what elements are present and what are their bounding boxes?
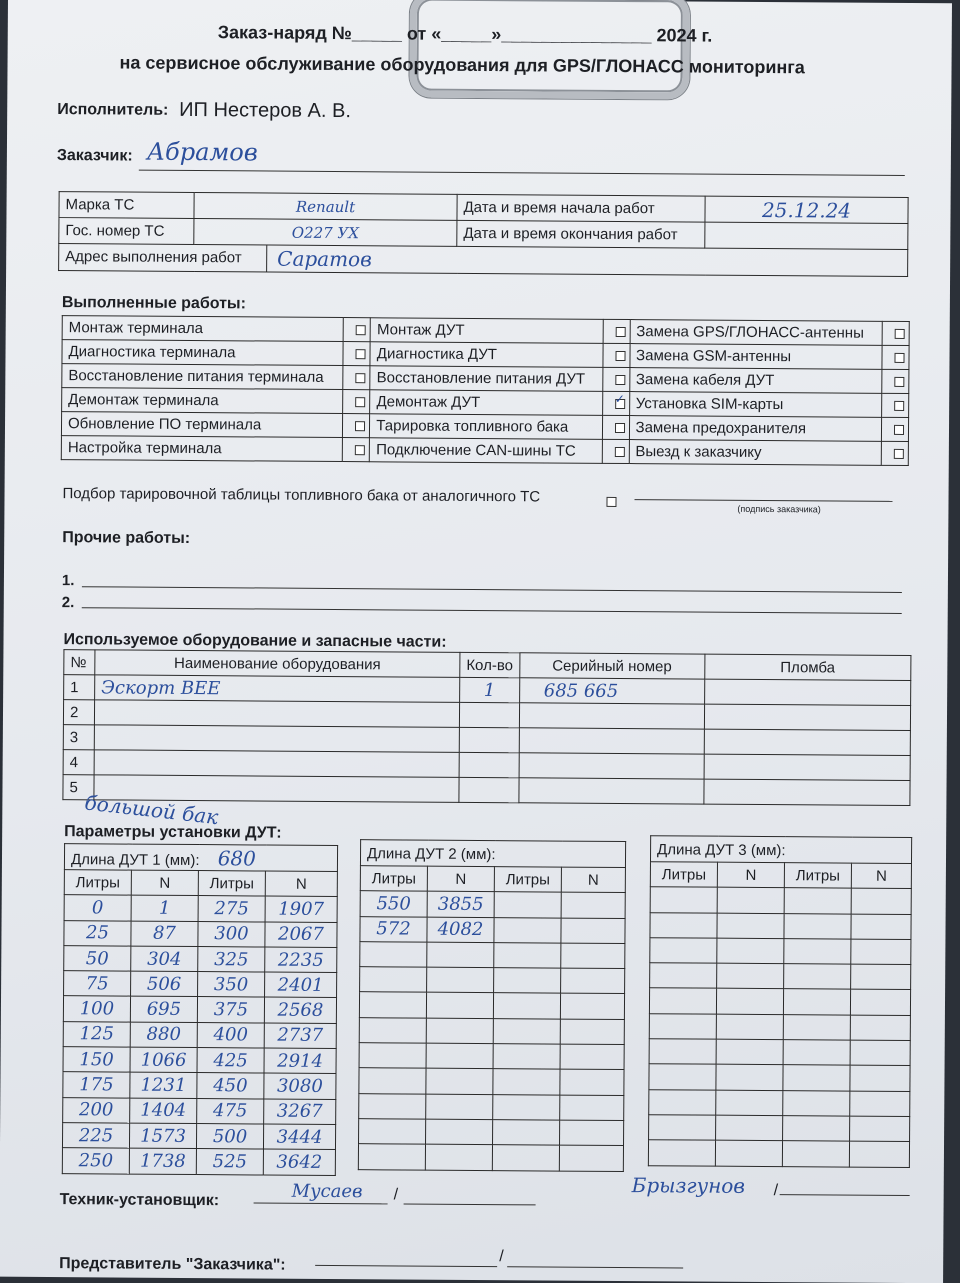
dut2-n[interactable] [425, 1144, 492, 1170]
dut2-n[interactable] [559, 1145, 623, 1171]
representative-label: Представитель "Заказчика": [59, 1255, 286, 1275]
work-item-label: Диагностика ДУТ [370, 342, 602, 368]
vehicle-brand-value[interactable]: Renault [194, 193, 457, 221]
work-item-label: Демонтаж ДУТ [370, 390, 602, 416]
work-item-label: Восстановление питания ДУТ [370, 366, 602, 392]
work-end-value[interactable] [705, 222, 908, 249]
table-row [360, 916, 625, 943]
dut1-n[interactable]: 1907 [265, 896, 337, 922]
dut2-liters[interactable] [493, 993, 560, 1019]
dut1-n[interactable]: 695 [130, 997, 197, 1023]
dut1-n[interactable]: 506 [131, 971, 198, 997]
equipment-title: Используемое оборудование и запасные части: [63, 631, 446, 652]
dut3-col-header: N [717, 862, 784, 888]
order-subtitle: на сервисное обслуживание оборудования для GPS/ГЛОНАСС мониторинга [119, 52, 804, 78]
dut-note[interactable]: большой бак [83, 790, 219, 829]
table-row [62, 1123, 335, 1150]
work-checkbox[interactable] [355, 445, 365, 455]
work-checkbox[interactable] [355, 397, 365, 407]
equipment-header-cell: № [64, 650, 95, 675]
customer-label: Заказчик: [57, 147, 133, 166]
other-work-number: 1. [62, 572, 75, 589]
work-item-label: Обновление ПО терминала [61, 412, 342, 438]
dut3-length-label: Длина ДУТ 3 (мм): [657, 841, 786, 859]
dut1-n[interactable]: 2914 [264, 1048, 336, 1074]
dut2-liters[interactable] [359, 1043, 426, 1069]
dut1-liters[interactable]: 275 [198, 896, 265, 922]
dut3-liters[interactable] [650, 887, 717, 913]
equipment-seal[interactable] [704, 779, 911, 805]
equipment-name[interactable]: Эскорт ВЕЕ [95, 675, 460, 703]
dut3-liters[interactable] [782, 1141, 849, 1167]
dut2-n[interactable] [427, 942, 494, 968]
equipment-header-cell: Пломба [704, 654, 911, 680]
equipment-name[interactable] [94, 750, 459, 778]
dut1-n[interactable]: 1573 [129, 1123, 196, 1149]
dut3-n[interactable] [851, 914, 911, 940]
dut1-liters[interactable]: 425 [197, 1048, 264, 1074]
equipment-serial[interactable]: 685 665 [519, 678, 704, 704]
equipment-header-cell: Наименование оборудования [95, 650, 460, 678]
table-row [359, 992, 624, 1019]
dut2-n[interactable] [426, 1119, 493, 1145]
table-row [649, 1064, 910, 1091]
dut2-liters[interactable] [493, 1069, 560, 1095]
dut3-liters[interactable] [784, 913, 851, 939]
works-title: Выполненные работы: [62, 294, 246, 313]
dut1-liters[interactable]: 25 [64, 920, 131, 946]
table-row [64, 920, 337, 947]
dut1-liters[interactable]: 350 [198, 972, 265, 998]
dut2-col-header: Литры [360, 866, 427, 892]
dut3-n[interactable] [850, 1040, 910, 1066]
dut2-liters[interactable] [492, 1145, 559, 1171]
customer-signature-line[interactable] [635, 499, 893, 502]
dut3-liters[interactable] [783, 1090, 850, 1116]
dut2-liters[interactable] [494, 892, 561, 918]
dut2-n[interactable] [560, 1069, 624, 1095]
dut2-n[interactable] [560, 994, 624, 1020]
dut2-liters[interactable] [493, 1044, 560, 1070]
dut1-liters[interactable]: 475 [197, 1098, 264, 1124]
dut1-col-header: N [131, 870, 198, 896]
table-row [64, 946, 337, 973]
dut3-n[interactable] [850, 1015, 910, 1041]
equipment-row-number: 3 [63, 725, 94, 750]
dut1-liters[interactable]: 500 [196, 1124, 263, 1150]
table-row [649, 1115, 910, 1142]
work-checkbox[interactable] [615, 351, 625, 361]
dut1-liters[interactable]: 175 [63, 1072, 130, 1098]
dut2-n[interactable] [561, 918, 625, 944]
representative-signature-line[interactable] [315, 1265, 497, 1267]
calibration-checkbox[interactable] [606, 497, 616, 507]
dut2-n[interactable]: 4082 [427, 917, 494, 943]
signature-separator: / [394, 1186, 399, 1204]
dut1-liters[interactable]: 50 [64, 946, 131, 972]
work-checkbox[interactable] [356, 373, 366, 383]
dut1-length-label: Длина ДУТ 1 (мм): [71, 851, 200, 869]
dut2-liters[interactable] [494, 943, 561, 969]
dut2-n[interactable] [426, 1094, 493, 1120]
dut1-rows [62, 895, 337, 1175]
dut1-n[interactable]: 3267 [264, 1099, 336, 1125]
dut3-table [648, 835, 912, 1167]
table-row [359, 1093, 624, 1120]
work-item-label: Установка SIM-карты [629, 392, 882, 418]
table-row [650, 912, 911, 939]
table-row [648, 1140, 909, 1167]
dut2-col-header: N [561, 867, 625, 893]
clipboard-clip [409, 0, 690, 99]
equipment-table [62, 649, 911, 806]
table-row [63, 1072, 336, 1099]
second-signature-line[interactable] [780, 1194, 910, 1196]
representative-signature-line-2[interactable] [507, 1266, 683, 1268]
dut3-n[interactable] [717, 963, 784, 989]
dut2-liters[interactable] [493, 1018, 560, 1044]
work-checkbox[interactable] [356, 325, 366, 335]
table-row [359, 1119, 624, 1146]
work-checkbox[interactable] [894, 353, 904, 363]
equipment-serial[interactable] [519, 753, 704, 779]
dut2-n[interactable] [426, 993, 493, 1019]
work-item-label: Восстановление питания терминала [62, 364, 343, 390]
dut3-n[interactable] [716, 1115, 783, 1141]
dut3-liters[interactable] [649, 1039, 716, 1065]
customer-line [139, 170, 905, 176]
dut2-n[interactable] [561, 943, 625, 969]
table-row [359, 1043, 624, 1070]
dut2-n[interactable]: 3855 [427, 891, 494, 917]
dut1-liters[interactable]: 375 [197, 997, 264, 1023]
dut2-col-header: Литры [494, 867, 561, 893]
work-item-label: Демонтаж терминала [62, 388, 343, 414]
work-item-label: Выезд к заказчику [629, 440, 882, 466]
dut3-liters[interactable] [650, 963, 717, 989]
dut2-liters[interactable]: 572 [360, 916, 427, 942]
table-row [63, 996, 336, 1023]
dut3-n[interactable] [716, 1090, 783, 1116]
second-signer-name[interactable]: Брызгунов [632, 1173, 745, 1198]
equipment-row-number: 1 [64, 675, 95, 700]
dut1-n[interactable]: 304 [131, 946, 198, 972]
dut2-liters[interactable] [360, 967, 427, 993]
work-start-value[interactable]: 25.12.24 [705, 196, 908, 223]
work-checkbox[interactable] [894, 449, 904, 459]
technician-signature-line[interactable] [254, 1202, 388, 1204]
dut2-liters[interactable] [360, 942, 427, 968]
equipment-row-number: 4 [63, 750, 94, 775]
table-row [358, 1144, 623, 1171]
dut2-n[interactable] [426, 1018, 493, 1044]
table-row [63, 1097, 336, 1124]
dut2-liters[interactable] [359, 1093, 426, 1119]
executor-label: Исполнитель: [57, 101, 168, 120]
work-checkbox[interactable] [614, 447, 624, 457]
dut3-liters[interactable] [783, 1116, 850, 1142]
work-checkbox[interactable] [615, 375, 625, 385]
dut2-n[interactable] [560, 1095, 624, 1121]
dut1-n[interactable]: 1066 [130, 1047, 197, 1073]
table-row [62, 1148, 335, 1175]
work-address-value[interactable]: Саратов [267, 247, 372, 272]
dut2-length-label: Длина ДУТ 2 (мм): [367, 845, 496, 863]
dut3-liters[interactable] [783, 1014, 850, 1040]
dut3-liters[interactable] [783, 1040, 850, 1066]
dut3-liters[interactable] [784, 939, 851, 965]
other-work-number: 2. [62, 594, 75, 611]
equipment-qty[interactable]: 1 [460, 677, 520, 702]
equipment-qty[interactable] [459, 702, 519, 727]
dut2-n[interactable] [426, 1043, 493, 1069]
work-item-label: Монтаж терминала [62, 316, 343, 342]
dut2-liters[interactable] [494, 968, 561, 994]
dut2-n[interactable] [560, 1120, 624, 1146]
dut1-liters[interactable]: 150 [63, 1047, 130, 1073]
dut1-n[interactable]: 1738 [129, 1148, 196, 1174]
table-row [650, 938, 911, 965]
table-row [64, 971, 337, 998]
dut1-n[interactable]: 3444 [263, 1124, 335, 1150]
work-checkbox[interactable] [615, 327, 625, 337]
dut1-liters[interactable]: 100 [63, 996, 130, 1022]
table-row [359, 1017, 624, 1044]
dut1-liters[interactable]: 525 [196, 1149, 263, 1175]
work-checkbox[interactable] [895, 329, 905, 339]
dut3-n[interactable] [850, 1116, 910, 1142]
work-end-label: Дата и время окончания работ [457, 220, 705, 248]
dut3-n[interactable] [717, 938, 784, 964]
dut1-n[interactable]: 2401 [265, 972, 337, 998]
other-work-line[interactable] [82, 607, 902, 614]
dut2-n[interactable] [560, 1044, 624, 1070]
dut1-n[interactable]: 2235 [265, 947, 337, 973]
dut1-n[interactable]: 2067 [265, 922, 337, 948]
dut3-col-header: Литры [650, 862, 717, 888]
dut1-length-value[interactable]: 680 [218, 846, 256, 870]
order-title: Заказ-наряд №_____ от «_____»_______________ 2024 г. [218, 22, 713, 46]
table-row [649, 1039, 910, 1066]
table-row [360, 942, 625, 969]
equipment-seal[interactable] [704, 679, 911, 705]
dut2-liters[interactable] [494, 917, 561, 943]
dut2-liters[interactable] [359, 1119, 426, 1145]
dut1-table [62, 843, 338, 1175]
dut3-n[interactable] [716, 1014, 783, 1040]
dut3-liters[interactable] [783, 989, 850, 1015]
equipment-name[interactable] [94, 725, 459, 753]
equipment-qty[interactable] [459, 752, 519, 777]
dut3-liters[interactable] [648, 1140, 715, 1166]
dut3-n[interactable] [850, 1091, 910, 1117]
table-row [650, 963, 911, 990]
dut1-n[interactable]: 880 [130, 1022, 197, 1048]
signature-separator: / [774, 1182, 779, 1200]
dut2-liters[interactable] [359, 1068, 426, 1094]
dut2-n[interactable] [561, 968, 625, 994]
dut2-liters[interactable] [493, 1094, 560, 1120]
dut1-liters[interactable]: 200 [63, 1097, 130, 1123]
equipment-qty[interactable] [459, 727, 519, 752]
dut1-col-header: Литры [198, 871, 265, 897]
work-item-label: Подключение CAN-шины ТС [370, 438, 602, 464]
dut3-n[interactable] [716, 1039, 783, 1065]
work-address-label: Адрес выполнения работ [59, 244, 267, 271]
calibration-text: Подбор тарировочной таблицы топливного бака от аналогичного ТС [62, 485, 540, 505]
customer-signature-hint: (подпись заказчика) [737, 504, 820, 515]
dut2-table [358, 839, 626, 1171]
work-item-label: Настройка терминала [61, 436, 342, 462]
signature-separator: / [499, 1248, 504, 1266]
dut3-n[interactable] [715, 1140, 782, 1166]
work-item-label: Диагностика терминала [62, 340, 343, 366]
work-item-label: Замена кабеля ДУТ [629, 368, 882, 394]
equipment-serial[interactable] [519, 728, 704, 754]
dut1-n[interactable]: 3080 [264, 1073, 336, 1099]
dut2-n[interactable] [427, 967, 494, 993]
work-checkbox[interactable] [355, 421, 365, 431]
dut3-liters[interactable] [783, 1065, 850, 1091]
dut1-n[interactable]: 1 [131, 895, 198, 921]
table-row [649, 988, 910, 1015]
equipment-seal[interactable] [704, 754, 911, 780]
dut1-n[interactable]: 3642 [263, 1149, 335, 1175]
dut2-liters[interactable]: 550 [360, 891, 427, 917]
dut3-liters[interactable] [650, 938, 717, 964]
equipment-row-number: 2 [63, 700, 94, 725]
dut2-n[interactable] [426, 1069, 493, 1095]
dut3-rows [648, 887, 911, 1167]
dut3-n[interactable] [716, 989, 783, 1015]
dut3-liters[interactable] [649, 1064, 716, 1090]
dut1-liters[interactable]: 225 [62, 1123, 129, 1149]
dut1-liters[interactable]: 125 [63, 1021, 130, 1047]
dut3-col-header: N [851, 863, 911, 889]
dut2-n[interactable] [560, 1019, 624, 1045]
equipment-qty[interactable] [459, 777, 519, 802]
dut1-liters[interactable]: 300 [198, 921, 265, 947]
equipment-seal[interactable] [704, 704, 911, 730]
dut3-liters[interactable] [784, 964, 851, 990]
dut1-n[interactable]: 1404 [130, 1098, 197, 1124]
work-start-label: Дата и время начала работ [457, 194, 705, 222]
dut-title: Параметры установки ДУТ: [64, 823, 282, 843]
dut3-n[interactable] [851, 888, 911, 914]
customer-value[interactable]: Абрамов [147, 138, 258, 167]
vehicle-plate-label: Гос. номер ТС [59, 218, 194, 245]
executor-value: ИП Нестеров А. В. [179, 99, 351, 123]
equipment-header-cell: Серийный номер [519, 653, 704, 679]
work-checkbox[interactable] [894, 401, 904, 411]
equipment-serial[interactable] [519, 703, 704, 729]
table-row [359, 1068, 624, 1095]
table-row [63, 1047, 336, 1074]
dut1-n[interactable]: 2737 [264, 1023, 336, 1049]
table-row [650, 887, 911, 914]
dut3-n[interactable] [717, 913, 784, 939]
technician-name[interactable]: Мусаев [292, 1181, 363, 1202]
table-row [63, 775, 910, 806]
table-row [64, 895, 337, 922]
work-item-label: Монтаж ДУТ [370, 318, 602, 344]
work-checkbox[interactable] [356, 349, 366, 359]
dut2-rows [358, 891, 625, 1171]
dut2-col-header: N [427, 866, 494, 892]
table-row [649, 1013, 910, 1040]
equipment-seal[interactable] [704, 729, 911, 755]
technician-signature-line-2[interactable] [404, 1203, 536, 1205]
dut1-n[interactable]: 2568 [264, 998, 336, 1024]
dut3-liters[interactable] [784, 888, 851, 914]
dut3-n[interactable] [850, 990, 910, 1016]
dut3-liters[interactable] [649, 1115, 716, 1141]
table-row [360, 891, 625, 918]
work-checkbox[interactable] [894, 425, 904, 435]
dut1-n[interactable]: 1231 [130, 1072, 197, 1098]
dut3-n[interactable] [851, 964, 911, 990]
dut3-n[interactable] [716, 1065, 783, 1091]
equipment-serial[interactable] [519, 778, 704, 804]
dut1-liters[interactable]: 0 [64, 895, 131, 921]
work-item-label: Замена предохранителя [629, 416, 882, 442]
work-checkbox-checked[interactable] [615, 399, 625, 409]
dut3-liters[interactable] [649, 988, 716, 1014]
dut3-n[interactable] [849, 1141, 909, 1167]
other-work-line[interactable] [82, 586, 902, 593]
dut2-liters[interactable] [359, 1017, 426, 1043]
dut1-liters[interactable]: 450 [197, 1073, 264, 1099]
equipment-header-cell: Кол-во [460, 652, 520, 677]
equipment-name[interactable] [94, 700, 459, 728]
equipment-row-number: 5 [63, 775, 94, 800]
table-row [360, 967, 625, 994]
dut3-liters[interactable] [649, 1013, 716, 1039]
dut1-col-header: N [265, 871, 337, 897]
vehicle-plate-value[interactable]: О227 УХ [194, 219, 457, 247]
dut3-liters[interactable] [650, 912, 717, 938]
dut3-col-header: Литры [784, 863, 851, 889]
dut1-col-header: Литры [64, 870, 131, 896]
dut2-n[interactable] [561, 892, 625, 918]
dut1-liters[interactable]: 250 [62, 1148, 129, 1174]
dut2-liters[interactable] [358, 1144, 425, 1170]
works-table [61, 315, 910, 466]
dut3-n[interactable] [717, 887, 784, 913]
work-item-label: Замена GPS/ГЛОНАСС-антенны [630, 320, 883, 346]
work-item-label: Тарировка топливного бака [370, 414, 602, 440]
dut1-n[interactable]: 87 [131, 921, 198, 947]
vehicle-table [58, 191, 909, 277]
dut3-liters[interactable] [649, 1089, 716, 1115]
work-checkbox[interactable] [615, 423, 625, 433]
table-row [649, 1089, 910, 1116]
dut3-n[interactable] [851, 939, 911, 965]
dut2-liters[interactable] [493, 1120, 560, 1146]
vehicle-brand-label: Марка ТС [59, 192, 194, 219]
technician-label: Техник-установщик: [60, 1191, 220, 1210]
dut3-n[interactable] [850, 1065, 910, 1091]
dut1-liters[interactable]: 400 [197, 1022, 264, 1048]
dut1-liters[interactable]: 325 [198, 946, 265, 972]
work-checkbox[interactable] [894, 377, 904, 387]
table-row [63, 1021, 336, 1048]
dut1-liters[interactable]: 75 [64, 971, 131, 997]
other-works-title: Прочие работы: [62, 529, 190, 548]
dut2-liters[interactable] [359, 992, 426, 1018]
work-item-label: Замена GSM-антенны [629, 344, 882, 370]
